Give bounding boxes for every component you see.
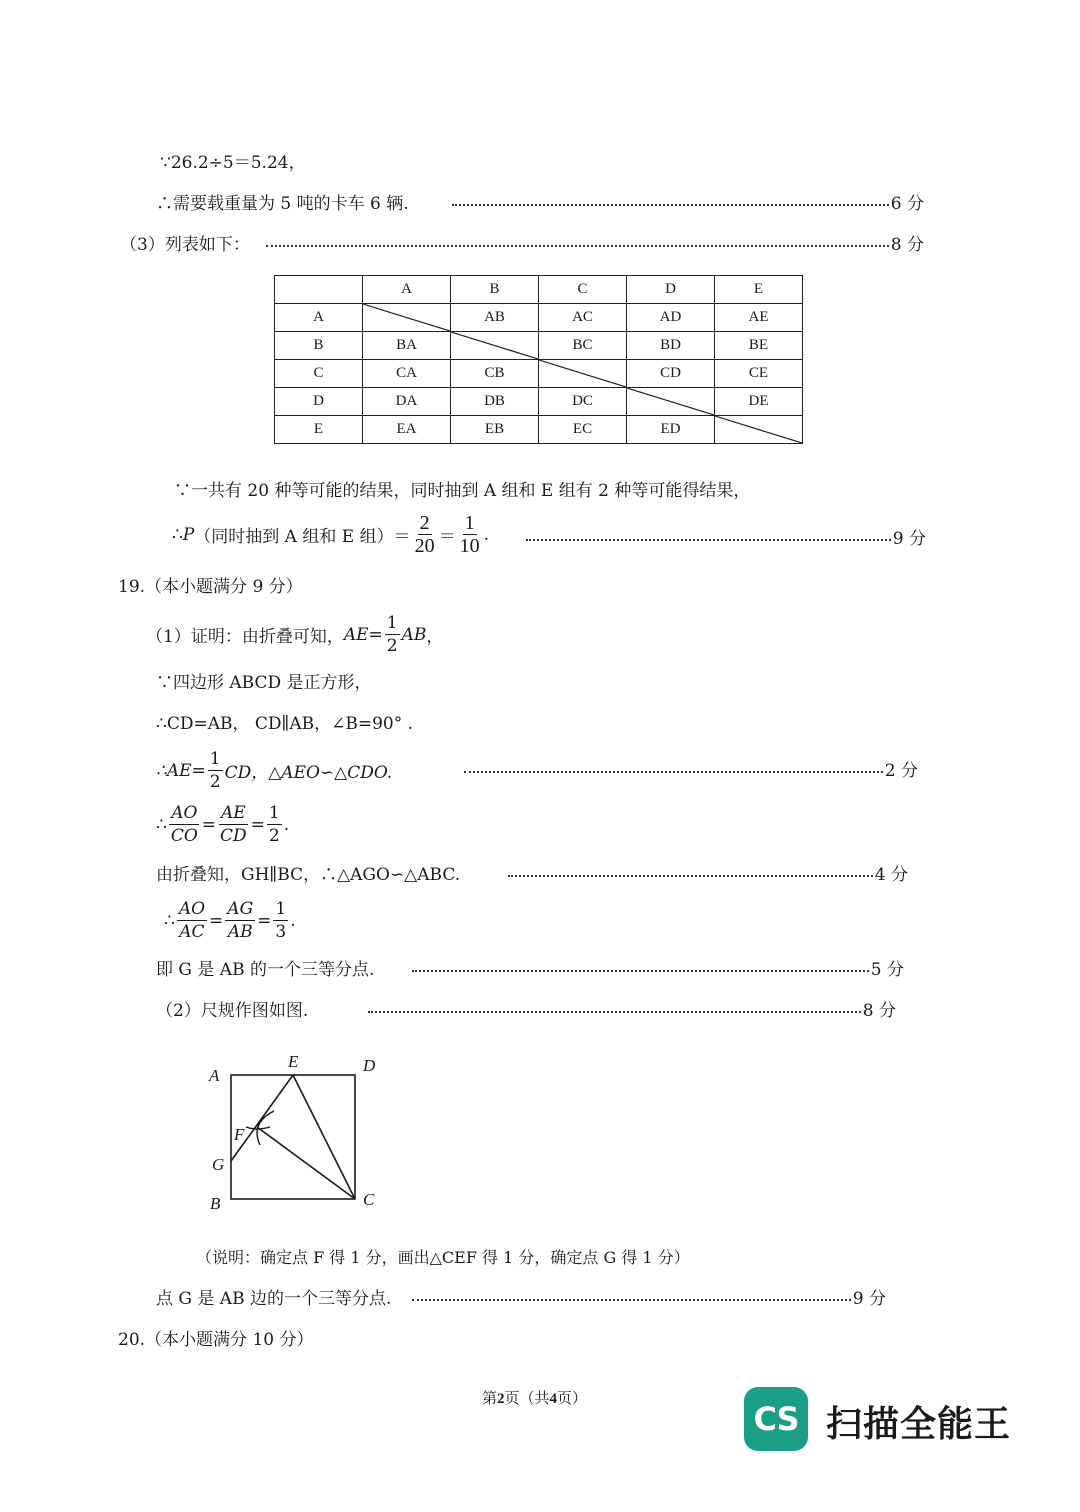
point-label-a: A: [209, 1066, 220, 1085]
score-leader: [412, 1288, 886, 1310]
table-cell: C: [275, 360, 363, 388]
table-cell: DB: [451, 388, 539, 416]
fraction-denominator: 2: [268, 826, 280, 846]
question-19-heading: 19.（本小题满分 9 分）: [118, 577, 303, 597]
score-4: 4 分: [874, 865, 908, 885]
score-8: 8 分: [862, 1001, 896, 1021]
calc-line: ∵26.2÷5＝5.24，: [160, 153, 306, 173]
table-cell: EA: [363, 416, 451, 444]
table-row: [275, 304, 803, 332]
equals-sign: =: [257, 910, 272, 931]
proof-intro: （1）证明：由折叠可知，: [146, 627, 344, 647]
fraction: [218, 802, 249, 847]
table-cell: DE: [715, 388, 803, 416]
table-cell: ED: [627, 416, 715, 444]
table-row: [275, 332, 803, 360]
score-2: 2 分: [884, 761, 918, 781]
score-leader: [452, 193, 924, 215]
segment-fc: [257, 1127, 355, 1199]
diagonal-cell: [451, 332, 539, 360]
table-cell: BA: [363, 332, 451, 360]
table-header-cell: A: [363, 276, 451, 304]
proof-line-3: ∴CD=AB， CD∥AB，∠B=90° .: [156, 714, 414, 734]
proof-line-5: [156, 802, 289, 847]
table-cell: DA: [363, 388, 451, 416]
prob-event: （同时抽到 A 组和 E 组）＝: [194, 527, 411, 547]
score-8: 8 分: [890, 235, 924, 255]
table-cell: D: [275, 388, 363, 416]
equals-sign: =: [250, 814, 265, 835]
fraction: [458, 512, 482, 557]
probability-line: [172, 512, 489, 557]
table-cell: [275, 276, 363, 304]
table-cell: EC: [539, 416, 627, 444]
table-row: [275, 416, 803, 444]
therefore-symbol: ∴: [172, 524, 183, 545]
total-pages: 4: [549, 1391, 558, 1407]
page-footer: [482, 1387, 587, 1408]
table-cell: CE: [715, 360, 803, 388]
diagonal-cell: [363, 304, 451, 332]
fraction-denominator: AC: [179, 922, 205, 942]
comma: ，: [426, 627, 444, 647]
fraction-numerator: 1: [268, 803, 280, 823]
score-leader: [464, 760, 918, 782]
table-header-row: [275, 276, 803, 304]
camscanner-logo: CS: [744, 1387, 808, 1451]
table-cell: AD: [627, 304, 715, 332]
fraction: [273, 898, 288, 943]
score-leader: [266, 234, 924, 256]
final-conclusion: 点 G 是 AB 边的一个三等分点.: [156, 1289, 392, 1309]
table-header-cell: B: [451, 276, 539, 304]
fraction-numerator: 2: [419, 512, 430, 534]
fraction: [169, 802, 200, 847]
math-expr: AB: [401, 624, 427, 645]
table-cell: DC: [539, 388, 627, 416]
fraction-denominator: CO: [170, 826, 198, 846]
score-leader: [508, 864, 908, 886]
outcome-table: [274, 275, 803, 444]
score-leader: [412, 959, 904, 981]
period: .: [283, 814, 290, 835]
equals-sign: =: [201, 814, 217, 835]
fraction-denominator: 2: [386, 636, 398, 656]
fraction: [208, 748, 223, 793]
proof-line-4: [156, 748, 392, 793]
point-label-d: D: [363, 1056, 376, 1075]
fraction-numerator: 1: [209, 749, 221, 769]
table-cell: BD: [627, 332, 715, 360]
table-row: [275, 388, 803, 416]
period: .: [290, 910, 296, 931]
fraction-denominator: CD: [220, 826, 247, 846]
fraction-denominator: 10: [459, 535, 480, 557]
fraction-denominator: 3: [275, 922, 287, 942]
fraction-numerator: 1: [386, 613, 398, 633]
footer-text: 页）: [557, 1391, 588, 1407]
segment-ec: [293, 1075, 355, 1199]
score-5: 5 分: [870, 960, 904, 980]
math-expr: CD，△AEO∽△CDO.: [224, 763, 393, 783]
table-header-cell: E: [715, 276, 803, 304]
table-cell: BC: [539, 332, 627, 360]
table-header-cell: D: [627, 276, 715, 304]
score-6: 6 分: [890, 194, 924, 214]
score-9: 9 分: [892, 529, 926, 549]
therefore-symbol: ∴: [156, 814, 167, 835]
fraction-numerator: AG: [227, 899, 254, 919]
page-number: 2: [497, 1391, 505, 1407]
proof-line-8: 即 G 是 AB 的一个三等分点.: [156, 960, 375, 980]
outcome-count: ∵一共有 20 种等可能的结果，同时抽到 A 组和 E 组有 2 种等可能得结果，: [174, 481, 751, 501]
table-cell: E: [275, 416, 363, 444]
table-cell: EB: [451, 416, 539, 444]
fraction-numerator: 1: [275, 899, 287, 919]
table-cell: A: [275, 304, 363, 332]
table-cell: BE: [715, 332, 803, 360]
trucks-conclusion: ∴需要载重量为 5 吨的卡车 6 辆.: [156, 194, 409, 214]
fraction-denominator: 20: [414, 535, 435, 557]
math-expr: AE=: [343, 624, 383, 645]
table-cell: CA: [363, 360, 451, 388]
proof-line-6: 由折叠知，GH∥BC，∴△AGO∽△ABC.: [156, 865, 461, 885]
point-label-e: E: [288, 1052, 299, 1071]
diagonal-cell: [539, 360, 627, 388]
table-cell: CD: [627, 360, 715, 388]
fraction-numerator: AO: [171, 803, 198, 823]
proof-line-2: ∵四边形 ABCD 是正方形，: [156, 673, 372, 693]
math-expr: ∴AE=: [156, 760, 206, 781]
square-abcd: [231, 1075, 355, 1199]
table-header-cell: C: [539, 276, 627, 304]
point-label-f: F: [234, 1125, 245, 1144]
footer-text: 页（共: [504, 1391, 550, 1407]
equals-sign: ＝: [438, 527, 456, 547]
fraction-numerator: AE: [221, 803, 246, 823]
fraction: [225, 898, 255, 943]
fraction: [267, 802, 282, 847]
prob-p: P: [182, 524, 195, 545]
diagonal-cell: [715, 416, 803, 444]
fraction-denominator: 2: [209, 772, 221, 792]
table-cell: B: [275, 332, 363, 360]
fraction-denominator: AB: [227, 922, 253, 942]
table-cell: AC: [539, 304, 627, 332]
point-label-b: B: [210, 1194, 221, 1213]
question-20-heading: 20.（本小题满分 10 分）: [118, 1330, 314, 1350]
camscanner-text: 扫描全能王: [826, 1404, 1012, 1445]
fraction: [177, 898, 207, 943]
equals-sign: =: [209, 910, 224, 931]
fraction-numerator: AO: [178, 899, 206, 919]
construction-line: （2）尺规作图如图.: [156, 1001, 309, 1021]
table-intro: （3）列表如下：: [120, 235, 250, 255]
diagonal-cell: [627, 388, 715, 416]
table-row: [275, 360, 803, 388]
square-construction-figure: [200, 1045, 390, 1215]
table-cell: AB: [451, 304, 539, 332]
fraction-numerator: 1: [464, 512, 475, 534]
fraction: [385, 612, 400, 657]
proof-line-1: [146, 612, 443, 657]
point-label-g: G: [212, 1155, 225, 1174]
table-cell: AE: [715, 304, 803, 332]
segment-eg: [231, 1075, 293, 1161]
therefore-symbol: ∴: [164, 910, 175, 931]
score-leader: [368, 1000, 896, 1022]
score-leader: [526, 528, 926, 550]
proof-line-7: [164, 898, 296, 943]
scoring-note: （说明：确定点 F 得 1 分，画出△CEF 得 1 分，确定点 G 得 1 分）: [196, 1248, 690, 1267]
table-cell: CB: [451, 360, 539, 388]
point-label-c: C: [363, 1190, 375, 1209]
fraction: [413, 512, 437, 557]
period: .: [483, 524, 489, 545]
score-9: 9 分: [852, 1289, 886, 1309]
footer-text: 第: [482, 1391, 498, 1407]
